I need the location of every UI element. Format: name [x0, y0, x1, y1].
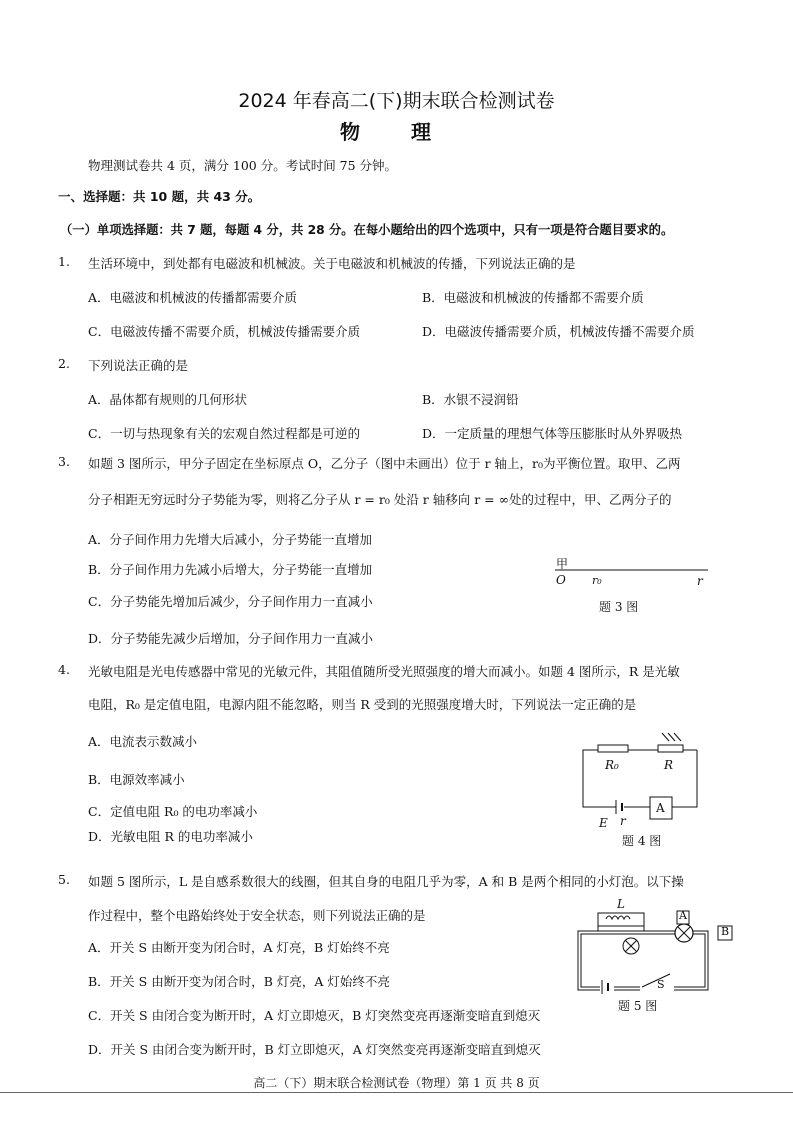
- fig5-lamp-a-label: A: [679, 909, 687, 922]
- fig5-lamp-b-label: B: [721, 925, 730, 938]
- fig3-jia-label: 甲: [556, 557, 569, 571]
- option-c: C．一切与热现象有关的宏观自然过程都是可逆的: [88, 426, 361, 441]
- option-d: D．电磁波传播需要介质，机械波传播不需要介质: [422, 324, 695, 339]
- option-d: D．光敏电阻 R 的电功率减小: [88, 829, 253, 844]
- question-number: 3.: [58, 454, 70, 469]
- fig3-caption: 题 3 图: [599, 600, 639, 614]
- question-stem-line1: 光敏电阻是光电传感器中常见的光敏元件，其阻值随所受光照强度的增大而减小。如题 4 图所示，R 是光敏: [88, 664, 680, 679]
- fig4-ammeter-label: A: [656, 801, 665, 815]
- page-title: 2024 年春高二(下)期末联合检测试卷: [238, 90, 555, 112]
- fig5-switch-label: S: [657, 978, 665, 991]
- fig4-r-label: R: [664, 758, 674, 772]
- fig3-origin-label: O: [556, 573, 566, 587]
- question-stem: 生活环境中，到处都有电磁波和机械波。关于电磁波和机械波的传播，下列说法正确的是: [88, 256, 576, 271]
- fig3-r0-label: r₀: [592, 574, 602, 587]
- subsection-heading: （一）单项选择题：共 7 题，每题 4 分，共 28 分。在每小题给出的四个选项中，只有一项是符合题目要求的。: [60, 223, 674, 237]
- section-heading: 一、选择题：共 10 题，共 43 分。: [58, 189, 261, 204]
- question-stem-line2: 作过程中，整个电路始终处于安全状态，则下列说法正确的是: [88, 908, 426, 923]
- question-number: 4.: [58, 662, 70, 677]
- option-b: B．分子间作用力先减小后增大，分子势能一直增加: [88, 562, 373, 577]
- option-d: D．分子势能先减少后增加，分子间作用力一直减小: [88, 631, 374, 646]
- fig3-r-label: r: [697, 574, 703, 588]
- question-stem-line2: 电阻，R₀ 是定值电阻，电源内阻不能忽略，则当 R 受到的光照强度增大时，下列说法一定正确的是: [88, 697, 637, 712]
- option-d: D．开关 S 由闭合变为断开时，B 灯立即熄灭，A 灯突然变亮再逐渐变暗直到熄灭: [88, 1042, 541, 1057]
- fig4-r0-label: R₀: [605, 758, 619, 772]
- question-stem-line1: 如题 3 图所示，甲分子固定在坐标原点 O，乙分子（图中未画出）位于 r 轴上，r₀为平衡位置。取甲、乙两: [88, 456, 681, 471]
- option-a: A．开关 S 由断开变为闭合时，A 灯亮，B 灯始终不亮: [88, 940, 390, 955]
- option-c: C．分子势能先增加后减少，分子间作用力一直减小: [88, 594, 373, 609]
- page-footer: 高二（下）期末联合检测试卷（物理）第 1 页 共 8 页: [253, 1076, 540, 1090]
- option-b: B．开关 S 由断开变为闭合时，B 灯亮，A 灯始终不亮: [88, 974, 390, 989]
- option-b: B．电源效率减小: [88, 772, 185, 787]
- question-stem: 下列说法正确的是: [88, 358, 189, 373]
- option-a: A．电流表示数减小: [88, 734, 198, 749]
- option-c: C．开关 S 由闭合变为断开时，A 灯立即熄灭，B 灯突然变亮再逐渐变暗直到熄灭: [88, 1008, 541, 1023]
- option-b: B．水银不浸润铅: [422, 392, 519, 407]
- option-d: D．一定质量的理想气体等压膨胀时从外界吸热: [422, 426, 683, 441]
- option-a: A．电磁波和机械波的传播都需要介质: [88, 290, 298, 305]
- question-number: 2.: [58, 356, 70, 371]
- question-number: 1.: [58, 254, 70, 269]
- option-a: A．分子间作用力先增大后减小，分子势能一直增加: [88, 532, 373, 547]
- intro-text: 物理测试卷共 4 页，满分 100 分。考试时间 75 分钟。: [88, 158, 398, 173]
- fig5-l-label: L: [617, 897, 625, 911]
- fig4-internal-r-label: r: [620, 814, 626, 828]
- fig5-caption: 题 5 图: [618, 999, 658, 1013]
- question-number: 5.: [58, 872, 70, 887]
- option-c: C．电磁波传播不需要介质，机械波传播需要介质: [88, 324, 361, 339]
- question-stem-line1: 如题 5 图所示，L 是自感系数很大的线圈，但其自身的电阻几乎为零，A 和 B 是两个相同的小灯泡。以下操: [88, 874, 684, 889]
- fig4-e-label: E: [599, 816, 608, 830]
- question-stem-line2: 分子相距无穷远时分子势能为零，则将乙分子从 r = r₀ 处沿 r 轴移向 r = ∞处的过程中，甲、乙两分子的: [88, 492, 672, 507]
- fig4-caption: 题 4 图: [622, 834, 662, 848]
- subject-title: 物 理: [340, 120, 453, 144]
- option-c: C．定值电阻 R₀ 的电功率减小: [88, 804, 258, 819]
- footer-divider: [0, 1092, 793, 1093]
- option-b: B．电磁波和机械波的传播都不需要介质: [422, 290, 644, 305]
- option-a: A．晶体都有规则的几何形状: [88, 392, 248, 407]
